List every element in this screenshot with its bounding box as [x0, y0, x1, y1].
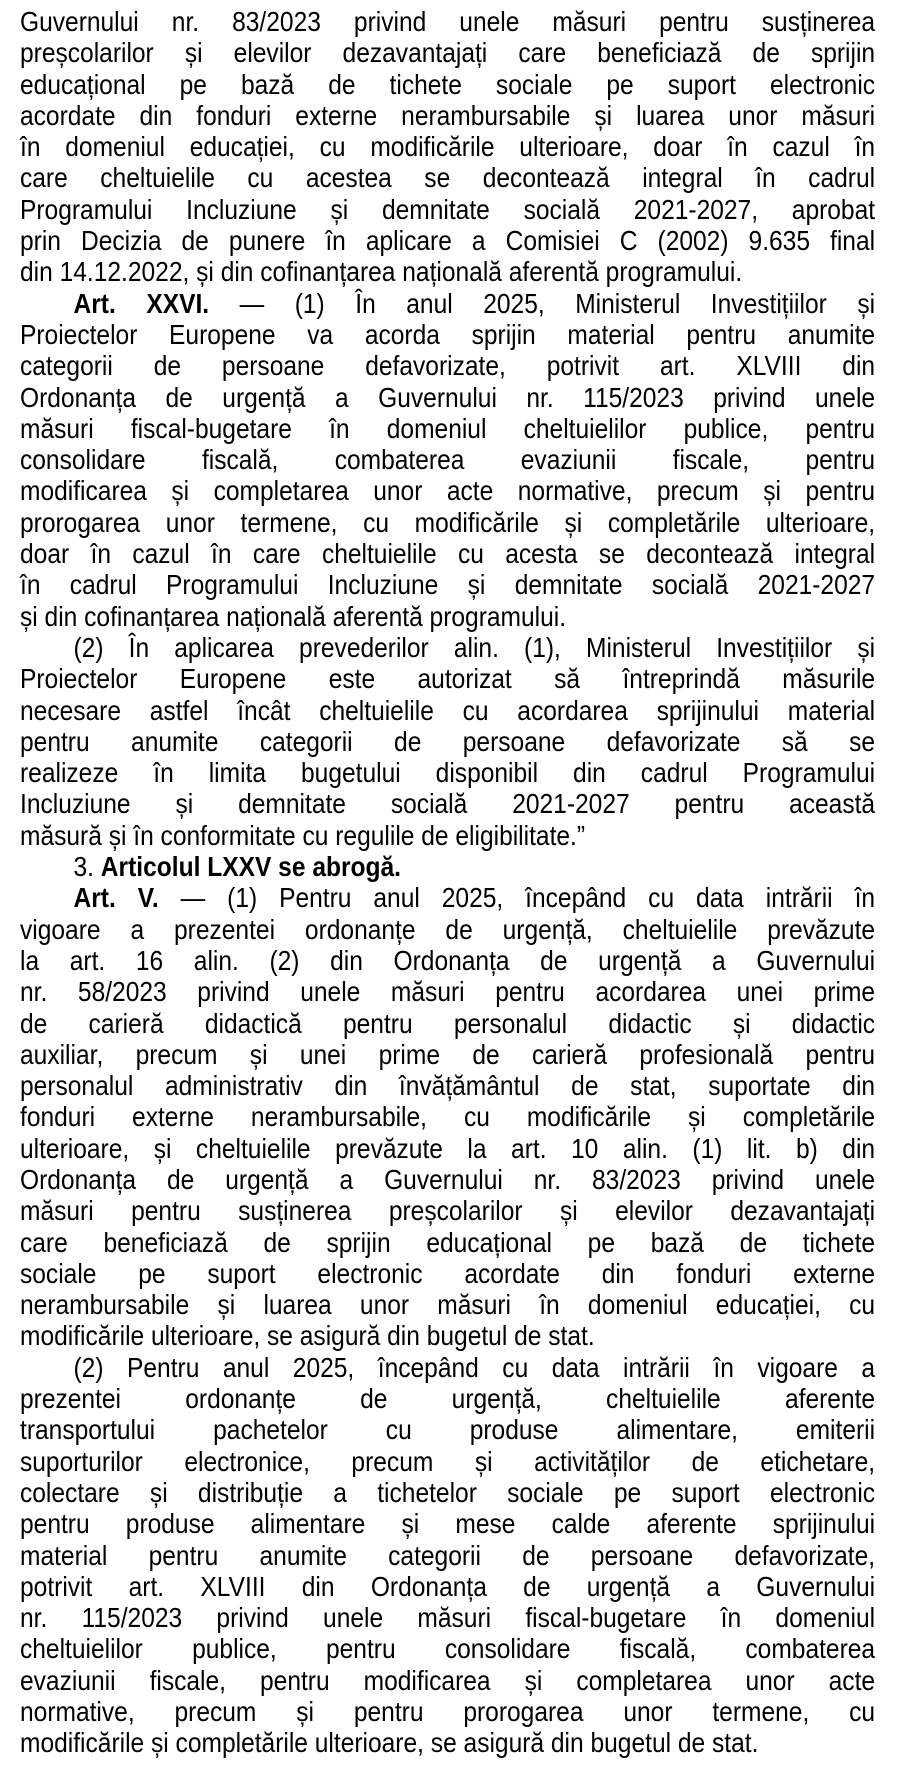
line-text: în cadrul Programului Incluziune și demnitate socială 2021-2027 [20, 569, 876, 601]
line-text: modificările ulterioare, se asigură din bugetul de stat. [20, 1320, 595, 1352]
text-line [20, 507, 875, 538]
line-text: material pentru anumite categorii de persoane defavorizate, [20, 1539, 876, 1571]
text-line [20, 131, 875, 162]
line-text: Incluziune și demnitate socială 2021-2027 pentru această [20, 788, 876, 820]
text-line-content [20, 788, 875, 819]
paragraph-art-v-1 [20, 882, 875, 1351]
text-line-content [20, 1633, 875, 1664]
line-text: prorogarea unor termene, cu modificările și completările ulterioare, [20, 506, 876, 538]
text-line [20, 914, 875, 945]
text-line-content [20, 6, 875, 37]
text-line [20, 726, 875, 757]
line-text: modificările și completările ulterioare, se asigură din bugetul de stat. [20, 1727, 759, 1759]
line-text: realizeze în limita bugetului disponibil din cadrul Programului [20, 757, 876, 789]
line-text: Programului Incluziune și demnitate socială 2021-2027, aprobat [20, 193, 876, 225]
text-line-content [20, 1008, 875, 1039]
text-line-content [20, 69, 875, 100]
text-line [20, 788, 875, 819]
line-text: categorii de persoane defavorizate, potrivit art. XLVIII din [20, 350, 876, 382]
text-line [20, 382, 875, 413]
line-text: cheltuielilor publice, pentru consolidare fiscală, combaterea [20, 1633, 876, 1665]
text-line [20, 601, 875, 632]
line-text: măsuri pentru susținerea preșcolarilor și elevilor dezavantajați [20, 1195, 876, 1227]
text-line-content [20, 663, 875, 694]
text-line-content [20, 1289, 875, 1320]
document-page [20, 0, 875, 1759]
text-line [20, 475, 875, 506]
text-line [20, 663, 875, 694]
text-line [20, 288, 875, 319]
text-line-content [20, 1195, 875, 1226]
text-line-content [20, 1039, 875, 1070]
text-line-content [20, 1101, 875, 1132]
text-line-content [20, 413, 875, 444]
text-line [20, 37, 875, 68]
text-line-content [20, 569, 875, 600]
line-text: acordate din fonduri externe nerambursabile și luarea unor măsuri [20, 99, 876, 131]
text-line-content [20, 1477, 875, 1508]
text-line-content [20, 1540, 875, 1571]
text-line-content [20, 1665, 875, 1696]
line-text: care beneficiază de sprijin educațional pe bază de tichete [20, 1226, 876, 1258]
text-line-content [20, 194, 875, 225]
text-line-content [20, 1258, 875, 1289]
text-line-content [20, 1571, 875, 1602]
text-line-content [20, 444, 875, 475]
text-line [20, 1227, 875, 1258]
text-line [20, 1508, 875, 1539]
line-text: și din cofinanțarea națională aferentă programului. [20, 600, 567, 632]
text-line-content [20, 1227, 875, 1258]
line-text: preșcolarilor și elevilor dezavantajați care beneficiază de sprijin [20, 37, 876, 69]
text-line-content [20, 1070, 875, 1101]
paragraph-art-xxvi-2 [20, 632, 875, 851]
line-text: ulterioare, și cheltuielile prevăzute la art. 10 alin. (1) lit. b) din [20, 1132, 876, 1164]
text-line [20, 444, 875, 475]
line-text: suporturilor electronice, precum și activităților de etichetare, [20, 1445, 876, 1477]
text-line-content [20, 382, 875, 413]
text-line [20, 757, 875, 788]
text-line-content [20, 976, 875, 1007]
text-line-content [20, 288, 875, 319]
text-line [20, 1571, 875, 1602]
text-line [20, 820, 875, 851]
text-line [20, 1633, 875, 1664]
article-heading: Art. XXVI. [73, 287, 210, 319]
text-line-content [20, 1133, 875, 1164]
text-line-content [20, 256, 875, 287]
text-line-content [20, 37, 875, 68]
text-line [20, 695, 875, 726]
text-line [20, 1602, 875, 1633]
text-line [20, 1540, 875, 1571]
paragraph-point-3 [20, 851, 875, 882]
text-line-content [20, 945, 875, 976]
text-line-content [20, 601, 875, 632]
text-line-content [20, 350, 875, 381]
text-line-content [20, 1446, 875, 1477]
text-line [20, 100, 875, 131]
text-line [20, 1477, 875, 1508]
line-text: la art. 16 alin. (2) din Ordonanța de urgență a Guvernului [20, 944, 876, 976]
text-line [20, 350, 875, 381]
line-text: potrivit art. XLVIII din Ordonanța de urgență a Guvernului [20, 1570, 876, 1602]
text-line-content [20, 1320, 875, 1351]
text-line [20, 1414, 875, 1445]
text-line [20, 882, 875, 913]
line-text: fonduri externe nerambursabile, cu modificările și completările [20, 1101, 876, 1133]
line-text: nr. 115/2023 privind unele măsuri fiscal-bugetare în domeniul [20, 1602, 876, 1634]
line-text: — (1) În anul 2025, Ministerul Investițiilor și [209, 287, 876, 319]
text-line [20, 1008, 875, 1039]
text-line [20, 945, 875, 976]
text-line [20, 632, 875, 663]
text-line-content [20, 1414, 875, 1445]
text-line [20, 976, 875, 1007]
text-line [20, 1195, 875, 1226]
line-text: (2) Pentru anul 2025, începând cu data intrării în vigoare a [73, 1351, 876, 1383]
text-line [20, 1258, 875, 1289]
list-number: 3. [73, 851, 101, 883]
text-line-content [20, 131, 875, 162]
line-text: prezentei ordonanțe de urgență, cheltuielile aferente [20, 1383, 876, 1415]
text-line-content [20, 1164, 875, 1195]
line-text: auxiliar, precum și unei prime de carieră profesională pentru [20, 1038, 876, 1070]
text-line [20, 569, 875, 600]
line-text: de carieră didactică pentru personalul didactic și didactic [20, 1007, 876, 1039]
article-heading: Articolul LXXV se abrogă. [100, 851, 402, 883]
text-line-content [20, 1352, 875, 1383]
article-heading: Art. V. [73, 882, 159, 914]
text-line-content [20, 757, 875, 788]
line-text: personalul administrativ din învățământul de stat, suportate din [20, 1070, 876, 1102]
line-text: (2) În aplicarea prevederilor alin. (1), Ministerul Investițiilor și [73, 631, 876, 663]
line-text: în domeniul educației, cu modificările ulterioare, doar în cazul în [20, 131, 876, 163]
line-text: normative, precum și pentru prorogarea unor termene, cu [20, 1696, 876, 1728]
text-line-content [20, 475, 875, 506]
text-line-content [20, 851, 875, 882]
text-line-content [20, 1727, 875, 1758]
text-line [20, 1696, 875, 1727]
text-line [20, 6, 875, 37]
line-text: care cheltuielile cu acestea se decontează integral în cadrul [20, 162, 876, 194]
text-line-content [20, 507, 875, 538]
line-text: transportului pachetelor cu produse alimentare, emiterii [20, 1414, 876, 1446]
text-line [20, 851, 875, 882]
text-line-content [20, 882, 875, 913]
line-text: — (1) Pentru anul 2025, începând cu data intrării în [158, 882, 876, 914]
text-line-content [20, 319, 875, 350]
line-text: nr. 58/2023 privind unele măsuri pentru acordarea unei prime [20, 976, 876, 1008]
text-line-content [20, 1696, 875, 1727]
line-text: necesare astfel încât cheltuielile cu acordarea sprijinului material [20, 694, 876, 726]
text-line [20, 1164, 875, 1195]
line-text: educațional pe bază de tichete sociale pe suport electronic [20, 68, 876, 100]
paragraph-art-v-2 [20, 1352, 875, 1759]
line-text: modificarea și completarea unor acte normative, precum și pentru [20, 475, 876, 507]
line-text: nerambursabile și luarea unor măsuri în domeniul educației, cu [20, 1289, 876, 1321]
line-text: Proiectelor Europene este autorizat să întreprindă măsurile [20, 663, 876, 695]
text-line-content [20, 100, 875, 131]
text-line-content [20, 162, 875, 193]
text-line [20, 1289, 875, 1320]
text-line [20, 319, 875, 350]
line-text: măsuri fiscal-bugetare în domeniul cheltuielilor publice, pentru [20, 412, 876, 444]
text-line [20, 1665, 875, 1696]
text-line-content [20, 538, 875, 569]
text-line-content [20, 695, 875, 726]
text-line-content [20, 225, 875, 256]
text-line-content [20, 820, 875, 851]
text-line [20, 1101, 875, 1132]
text-line-content [20, 1602, 875, 1633]
line-text: doar în cazul în care cheltuielile cu acesta se decontează integral [20, 538, 876, 570]
line-text: pentru anumite categorii de persoane defavorizate să se [20, 725, 876, 757]
text-line [20, 194, 875, 225]
text-line-content [20, 1508, 875, 1539]
text-line-content [20, 1383, 875, 1414]
text-line [20, 1070, 875, 1101]
text-line [20, 1352, 875, 1383]
line-text: din 14.12.2022, și din cofinanțarea națională aferentă programului. [20, 256, 743, 288]
text-line [20, 1039, 875, 1070]
text-line-content [20, 914, 875, 945]
line-text: evaziunii fiscale, pentru modificarea și completarea unor acte [20, 1664, 876, 1696]
text-line [20, 1383, 875, 1414]
line-text: Proiectelor Europene va acorda sprijin material pentru anumite [20, 318, 876, 350]
line-text: pentru produse alimentare și mese calde aferente sprijinului [20, 1508, 876, 1540]
line-text: măsură și în conformitate cu regulile de eligibilitate.” [20, 819, 586, 851]
text-line [20, 225, 875, 256]
line-text: vigoare a prezentei ordonanțe de urgență, cheltuielile prevăzute [20, 913, 876, 945]
line-text: prin Decizia de punere în aplicare a Comisiei C (2002) 9.635 final [20, 225, 876, 257]
text-line [20, 256, 875, 287]
line-text: colectare și distribuție a tichetelor sociale pe suport electronic [20, 1476, 876, 1508]
text-line [20, 162, 875, 193]
text-line [20, 69, 875, 100]
paragraph-intro-continuation [20, 6, 875, 288]
text-line [20, 538, 875, 569]
text-line [20, 413, 875, 444]
text-line-content [20, 726, 875, 757]
text-line-content [20, 632, 875, 663]
line-text: sociale pe suport electronic acordate din fonduri externe [20, 1257, 876, 1289]
text-line [20, 1320, 875, 1351]
line-text: Guvernului nr. 83/2023 privind unele măsuri pentru susținerea [20, 6, 876, 37]
text-line [20, 1133, 875, 1164]
line-text: Ordonanța de urgență a Guvernului nr. 115/2023 privind unele [20, 381, 876, 413]
line-text: consolidare fiscală, combaterea evaziunii fiscale, pentru [20, 444, 876, 476]
line-text: Ordonanța de urgență a Guvernului nr. 83/2023 privind unele [20, 1163, 876, 1195]
text-line [20, 1446, 875, 1477]
text-line [20, 1727, 875, 1758]
paragraph-art-xxvi-1 [20, 288, 875, 632]
